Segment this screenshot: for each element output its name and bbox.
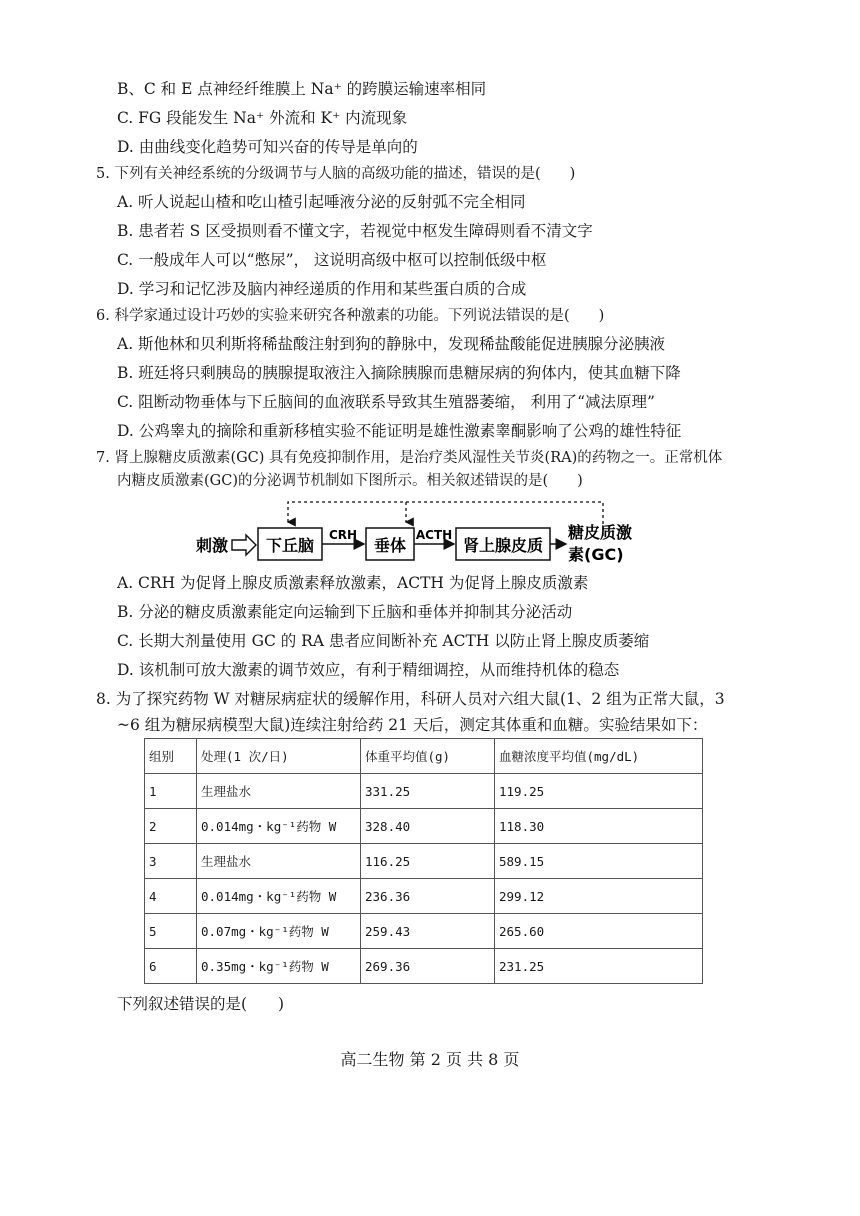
cell-weight: 259.43 [361,914,495,949]
table-row [145,844,703,879]
cell-treatment: 0.35mg・kg⁻¹药物 W [197,949,361,984]
gc-regulation-diagram [188,492,648,572]
cell-glucose: 118.30 [495,809,703,844]
table-row [145,774,703,809]
q7-option-c: C. 长期大剂量使用 GC 的 RA 患者应间断补充 ACTH 以防止肾上腺皮质萎缩 [117,632,650,650]
q5-option-c: C. 一般成年人可以“憋尿”， 这说明高级中枢可以控制低级中枢 [117,251,547,269]
q4-option-c: C. FG 段能发生 Na⁺ 外流和 K⁺ 内流现象 [117,109,408,127]
stimulus-hollow-arrow [232,535,256,555]
q5-option-d: D. 学习和记忆涉及脑内神经递质的作用和某些蛋白质的合成 [117,280,527,298]
cell-group: 3 [145,844,197,879]
header-glucose: 血糖浓度平均值(mg/dL) [495,739,703,774]
cell-weight: 236.36 [361,879,495,914]
cell-group: 5 [145,914,197,949]
table-row [145,809,703,844]
cell-glucose: 589.15 [495,844,703,879]
cell-group: 2 [145,809,197,844]
cell-group: 1 [145,774,197,809]
stimulus-label: 刺激 [196,536,229,555]
q6-option-a: A. 斯他林和贝利斯将稀盐酸注射到狗的静脉中，发现稀盐酸能促进胰腺分泌胰液 [117,335,666,353]
acth-label: ACTH [415,528,453,542]
crh-label: CRH [328,528,358,542]
cell-group: 6 [145,949,197,984]
q7-stem-line2: 内糖皮质激素(GC)的分泌调节机制如下图所示。相关叙述错误的是( ) [117,473,583,489]
cell-glucose: 231.25 [495,949,703,984]
cell-weight: 269.36 [361,949,495,984]
cell-treatment: 0.014mg・kg⁻¹药物 W [197,879,361,914]
header-treatment: 处理(1 次/日) [197,739,361,774]
table-row [145,949,703,984]
adrenal-cortex-label: 肾上腺皮质 [462,536,544,555]
cell-treatment: 生理盐水 [197,844,361,879]
cell-weight: 328.40 [361,809,495,844]
q7-option-b: B. 分泌的糖皮质激素能定向运输到下丘脑和垂体并抑制其分泌活动 [117,603,573,621]
cell-weight: 116.25 [361,844,495,879]
q7-option-d: D. 该机制可放大激素的调节效应，有利于精细调控，从而维持机体的稳态 [117,661,620,679]
q7-option-a: A. CRH 为促肾上腺皮质激素释放激素，ACTH 为促肾上腺皮质激素 [117,574,589,592]
cell-treatment: 0.07mg・kg⁻¹药物 W [197,914,361,949]
q6-option-d: D. 公鸡睾丸的摘除和重新移植实验不能证明是雄性激素睾酮影响了公鸡的雄性特征 [117,422,682,440]
table-row [145,879,703,914]
q5-option-b: B. 患者若 S 区受损则看不懂文字，若视觉中枢发生障碍则看不清文字 [117,222,593,240]
q8-stem-line2: ~6 组为糖尿病模型大鼠)连续注射给药 21 天后，测定其体重和血糖。实验结果如下： [117,716,708,734]
header-group: 组别 [145,739,197,774]
q8-question: 下列叙述错误的是( ) [117,995,285,1013]
header-weight: 体重平均值(g) [361,739,495,774]
hypothalamus-label: 下丘脑 [265,536,315,555]
cell-glucose: 299.12 [495,879,703,914]
q4-option-b: B、C 和 E 点神经纤维膜上 Na⁺ 的跨膜运输速率相同 [117,80,487,98]
q4-option-d: D. 由曲线变化趋势可知兴奋的传导是单向的 [117,138,418,156]
cell-treatment: 0.014mg・kg⁻¹药物 W [197,809,361,844]
q8-stem-line1: 8. 为了探究药物 W 对糖尿病症状的缓解作用，科研人员对六组大鼠(1、2 组为正常大鼠，3 [96,690,725,708]
table-row [145,914,703,949]
gc-output-line2: 素(GC) [568,545,624,564]
page-footer: 高二生物 第 2 页 共 8 页 [340,1050,520,1069]
results-table [144,738,703,984]
cell-weight: 331.25 [361,774,495,809]
cell-glucose: 265.60 [495,914,703,949]
q7-stem-line1: 7. 肾上腺糖皮质激素(GC) 具有免疫抑制作用，是治疗类风湿性关节炎(RA)的药物之一。正常机体 [96,450,723,466]
cell-group: 4 [145,879,197,914]
pituitary-label: 垂体 [373,536,407,555]
q6-stem: 6. 科学家通过设计巧妙的实验来研究各种激素的功能。下列说法错误的是( ) [96,308,605,324]
q6-option-b: B. 班廷将只剩胰岛的胰腺提取液注入摘除胰腺而患糖尿病的狗体内，使其血糖下降 [117,364,681,382]
q5-stem: 5. 下列有关神经系统的分级调节与人脑的高级功能的描述，错误的是( ) [96,166,576,182]
cell-glucose: 119.25 [495,774,703,809]
q6-option-c: C. 阻断动物垂体与下丘脑间的血液联系导致其生殖器萎缩， 利用了“减法原理” [117,393,655,411]
gc-output-line1: 糖皮质激 [568,523,633,542]
q5-option-a: A. 听人说起山楂和吃山楂引起唾液分泌的反射弧不完全相同 [117,193,526,211]
cell-treatment: 生理盐水 [197,774,361,809]
table-header-row [145,739,703,774]
